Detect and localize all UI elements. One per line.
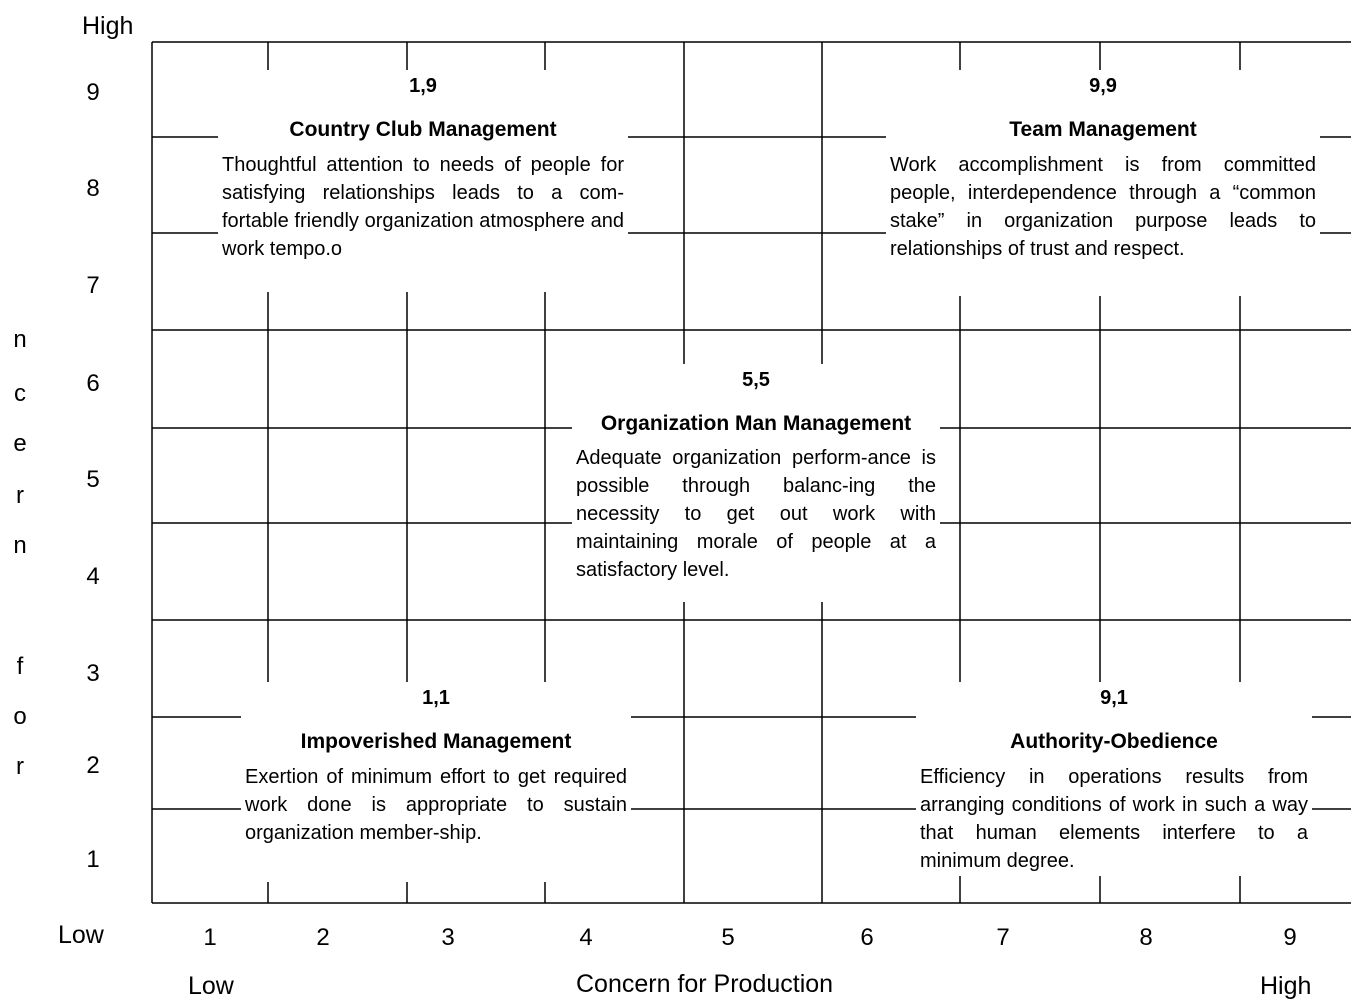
style-title: Country Club Management	[289, 118, 557, 141]
x-tick-label: 1	[203, 924, 217, 951]
x-tick-label: 7	[996, 924, 1010, 951]
y-axis-label-letter: r	[16, 482, 24, 509]
style-coordinate: 1,1	[422, 687, 450, 709]
x-tick-label: 3	[441, 924, 455, 951]
y-tick-label: 8	[86, 175, 100, 202]
style-description: Work accomplishment is from committed people, interdependence through a “common stake” in organization purpose leads to relationships of trust and respect.	[890, 154, 1316, 260]
style-coordinate: 9,9	[1089, 75, 1117, 97]
y-axis-label-letter: f	[16, 653, 24, 680]
y-axis-label-letter: e	[13, 430, 27, 457]
style-coordinate: 9,1	[1100, 687, 1128, 709]
style-title: Organization Man Management	[600, 412, 912, 435]
y-tick-label: 4	[86, 563, 100, 590]
y-tick-label: 2	[86, 752, 100, 779]
x-tick-label: 6	[860, 924, 874, 951]
style-box-organization-man	[572, 364, 940, 602]
style-title: Authority-Obedience	[1010, 730, 1218, 753]
y-axis-high-label: High	[82, 12, 134, 40]
x-tick-label: 9	[1283, 924, 1297, 951]
x-tick-label: 4	[579, 924, 593, 951]
style-title: Impoverished Management	[300, 730, 572, 753]
x-axis-low-label: Low	[188, 972, 234, 1000]
style-box-impoverished	[241, 682, 631, 882]
style-coordinate: 1,9	[409, 75, 437, 97]
y-tick-label: 5	[86, 466, 100, 493]
y-tick-label: 9	[86, 79, 100, 106]
style-coordinate: 5,5	[742, 369, 770, 391]
style-box-country-club	[218, 70, 628, 292]
x-tick-label: 8	[1139, 924, 1153, 951]
y-axis-label-letter: o	[13, 703, 27, 730]
style-description: Exertion of minimum effort to get required work done is appropriate to sustain organization member-ship.	[245, 766, 627, 844]
x-tick-label: 2	[316, 924, 330, 951]
y-axis-label-letter: n	[13, 326, 27, 353]
style-box-authority-obedience	[916, 682, 1312, 876]
style-description: Adequate organization perform-ance is possible through balanc-ing the necessity to get out work with maintaining morale of people at a satisfactory level.	[576, 447, 936, 581]
y-axis-label-letter: n	[13, 532, 27, 559]
style-box-team	[886, 70, 1320, 296]
y-axis-label-letter: r	[16, 753, 24, 780]
x-axis-high-label: High	[1260, 972, 1312, 1000]
style-title: Team Management	[1009, 118, 1197, 141]
y-tick-label: 1	[86, 846, 100, 873]
style-description: Efficiency in operations results from arranging conditions of work in such a way that human elements interfere to a minimum degree.	[920, 766, 1308, 872]
y-axis-label-letter: c	[14, 380, 26, 407]
y-tick-label: 6	[86, 370, 100, 397]
x-axis-title: Concern for Production	[576, 970, 834, 998]
y-tick-label: 7	[86, 272, 100, 299]
x-tick-label: 5	[721, 924, 735, 951]
style-description: Thoughtful attention to needs of people for satisfying relationships leads to a com-fortable friendly organization atmosphere and work tempo.o	[222, 154, 624, 260]
y-axis-low-label: Low	[58, 921, 104, 949]
y-tick-label: 3	[86, 660, 100, 687]
